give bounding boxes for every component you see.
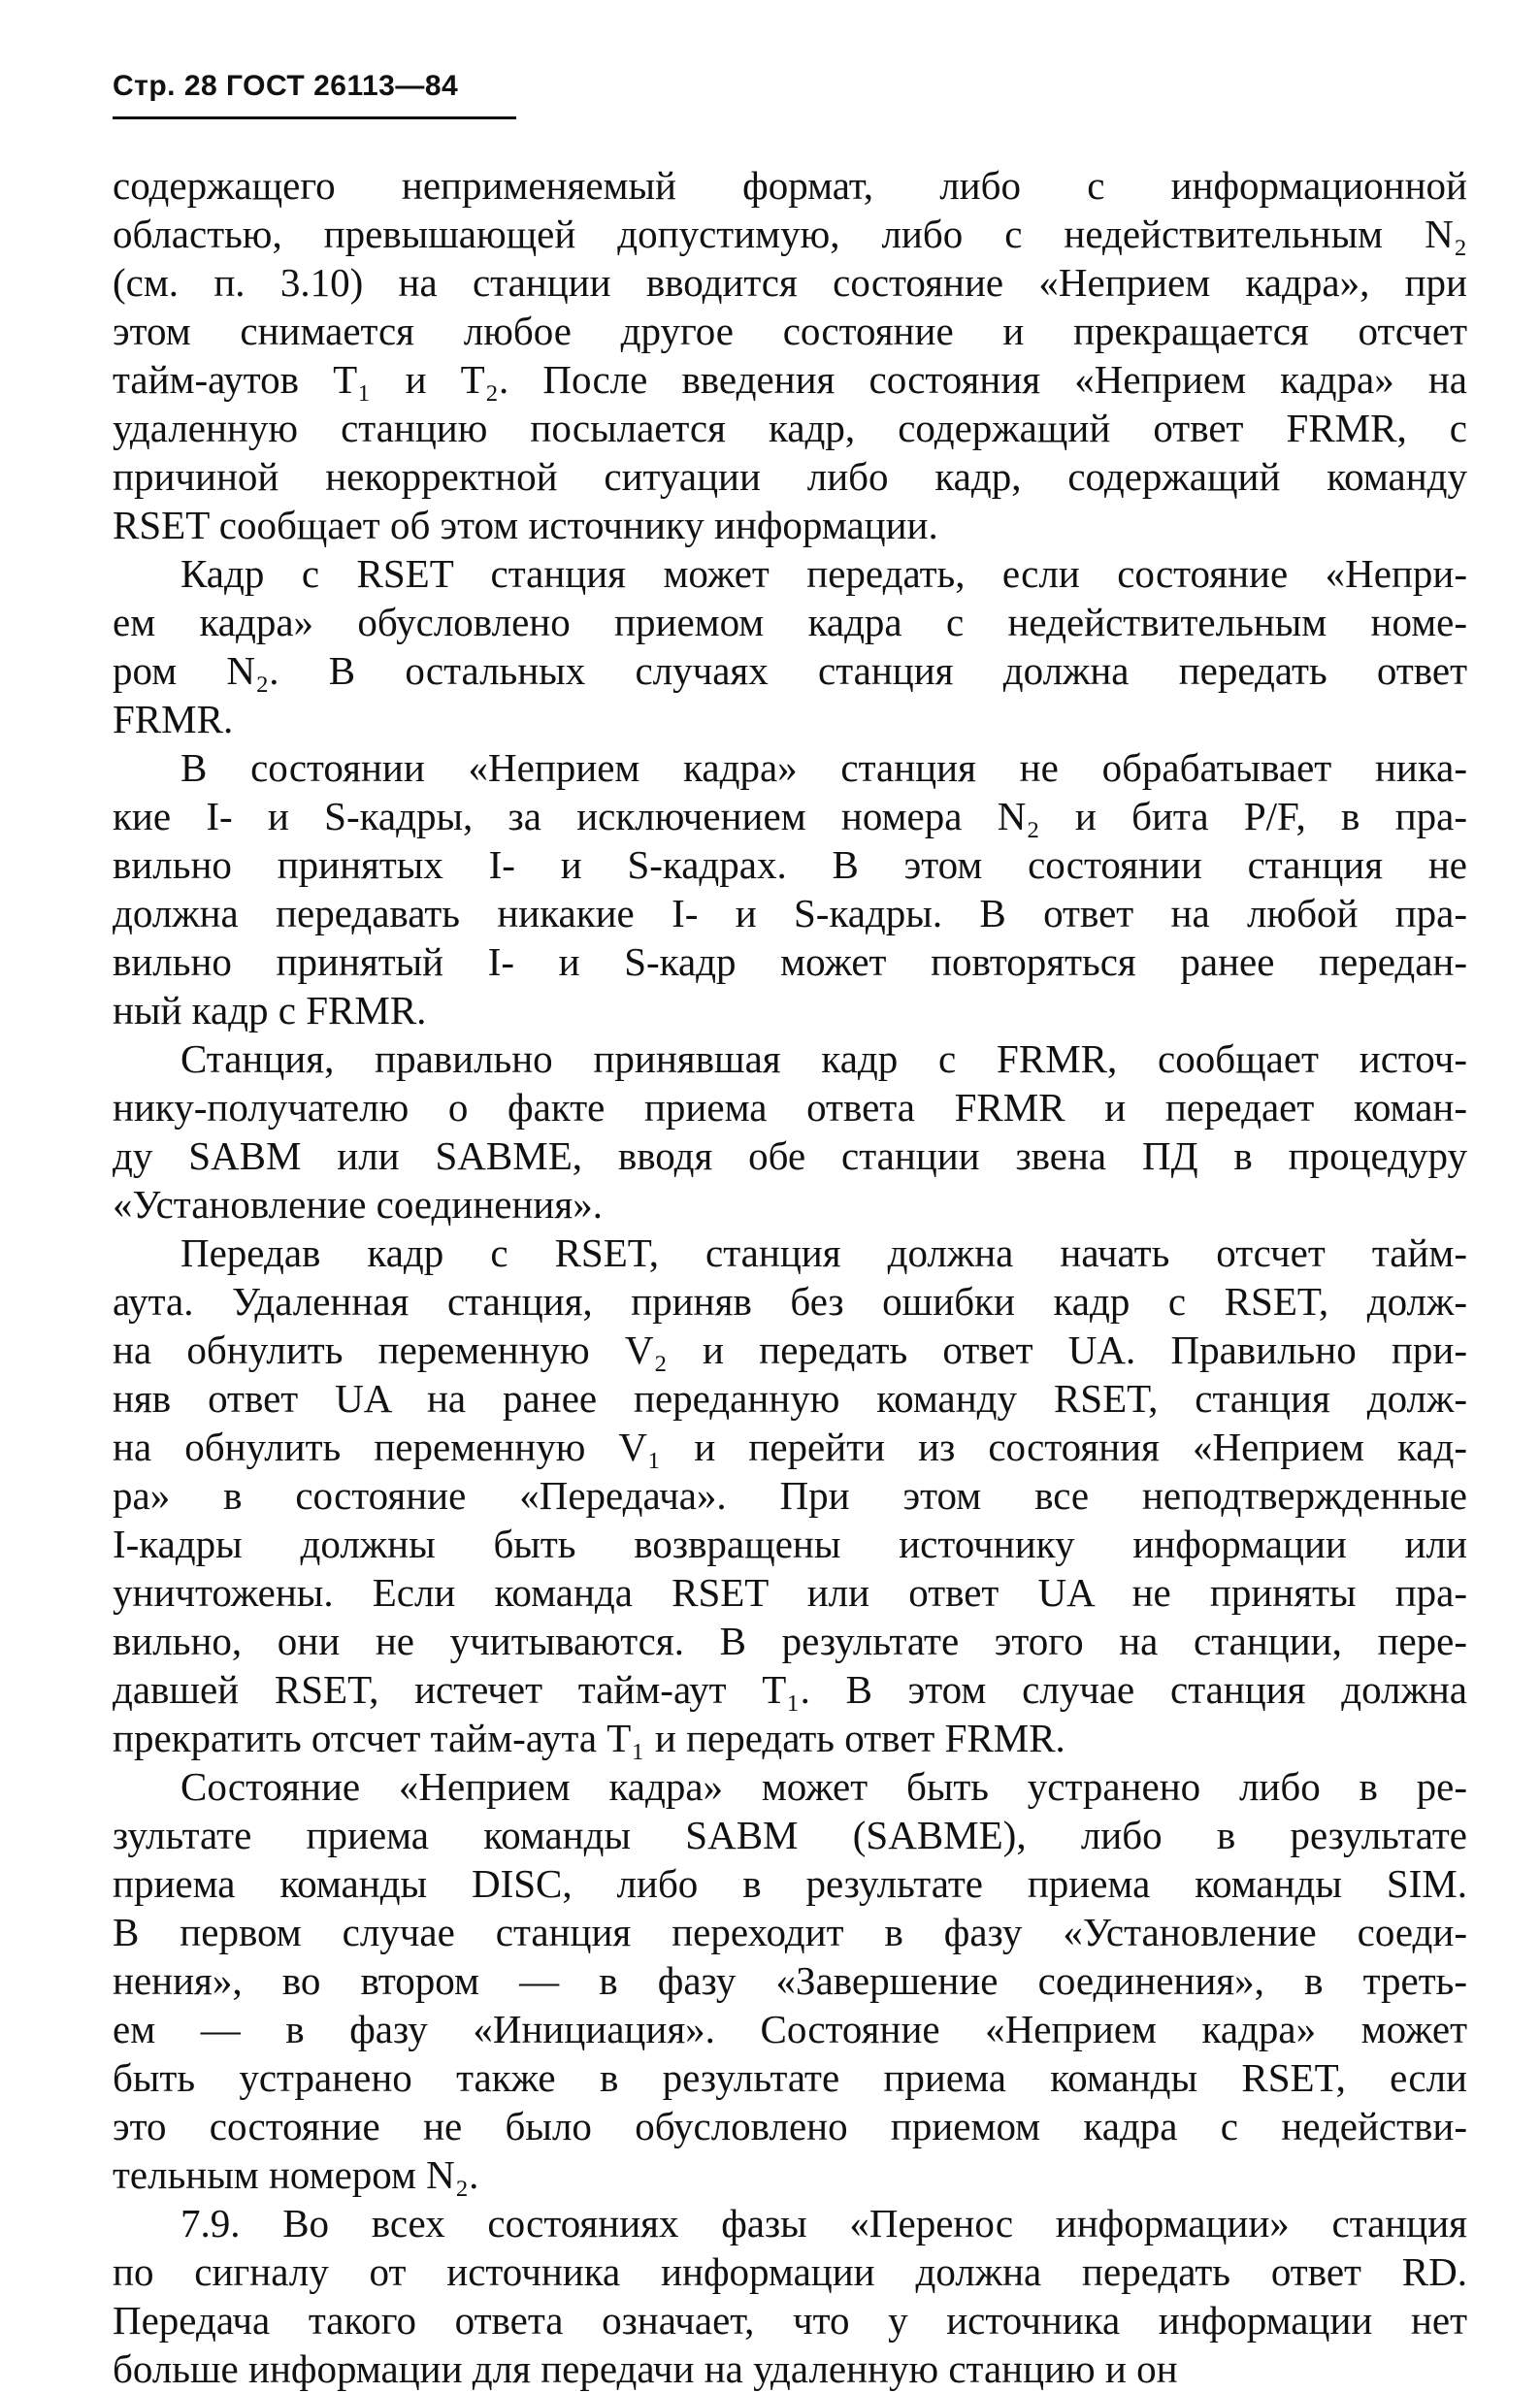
text-line: ром N₂. В остальных случаях станция должна передать ответ bbox=[113, 648, 1467, 693]
paragraph bbox=[113, 1762, 1467, 2199]
text-line: быть устранено также в результате приема команды RSET, если bbox=[113, 2055, 1467, 2100]
text-line: содержащего неприменяемый формат, либо с информационной bbox=[113, 163, 1467, 208]
text-line: этом снимается любое другое состояние и прекращается отсчет bbox=[113, 309, 1467, 353]
text-line: Кадр с RSET станция может передать, если состояние «Непри- bbox=[180, 551, 1467, 596]
text-line: вильно принятый I- и S-кадр может повторяться ранее передан- bbox=[113, 939, 1467, 984]
body-text bbox=[113, 161, 1467, 2393]
text-line: RSET сообщает об этом источнику информации. bbox=[113, 503, 938, 547]
paragraph bbox=[113, 161, 1467, 549]
text-line: аута. Удаленная станция, приняв без ошибки кадр с RSET, долж- bbox=[113, 1279, 1467, 1324]
text-line: областью, превышающей допустимую, либо с недействительным N₂ bbox=[113, 212, 1467, 256]
text-line: кие I- и S-кадры, за исключением номера N₂ и бита P/F, в пра- bbox=[113, 794, 1467, 838]
text-line: Состояние «Неприем кадра» может быть устранено либо в ре- bbox=[180, 1764, 1467, 1809]
text-line: В первом случае станция переходит в фазу «Установление соеди- bbox=[113, 1910, 1467, 1954]
text-line: тайм-аутов T₁ и T₂. После введения состояния «Неприем кадра» на bbox=[113, 357, 1467, 402]
text-line: ный кадр с FRMR. bbox=[113, 988, 427, 1033]
text-line: вильно, они не учитываются. В результате этого на станции, пере- bbox=[113, 1619, 1467, 1663]
text-line: на обнулить переменную V₂ и передать ответ UA. Правильно при- bbox=[113, 1328, 1467, 1372]
text-line: на обнулить переменную V₁ и перейти из состояния «Неприем кад- bbox=[113, 1425, 1467, 1469]
text-line: Передав кадр с RSET, станция должна начать отсчет тайм- bbox=[180, 1230, 1467, 1275]
text-line: Передача такого ответа означает, что у источника информации нет bbox=[113, 2298, 1467, 2343]
paragraph bbox=[113, 743, 1467, 1034]
paragraph bbox=[113, 1229, 1467, 1762]
text-line: давшей RSET, истечет тайм-аут T₁. В этом случае станция должна bbox=[113, 1667, 1467, 1712]
text-line: по сигналу от источника информации должна передать ответ RD. bbox=[113, 2249, 1467, 2294]
text-line: удаленную станцию посылается кадр, содержащий ответ FRMR, с bbox=[113, 406, 1467, 450]
paragraph bbox=[113, 1034, 1467, 1229]
text-line: приема команды DISC, либо в результате приема команды SIM. bbox=[113, 1861, 1467, 1906]
text-line: это состояние не было обусловлено приемом кадра с недействи- bbox=[113, 2104, 1467, 2148]
text-line: FRMR. bbox=[113, 697, 234, 741]
text-line: В состоянии «Неприем кадра» станция не обрабатывает ника- bbox=[180, 745, 1467, 790]
text-line: вильно принятых I- и S-кадрах. В этом состоянии станция не bbox=[113, 842, 1467, 887]
text-line: (см. п. 3.10) на станции вводится состояние «Неприем кадра», при bbox=[113, 260, 1467, 305]
text-line: Станция, правильно принявшая кадр с FRMR, сообщает источ- bbox=[180, 1036, 1467, 1081]
text-line: больше информации для передачи на удаленную станцию и он bbox=[113, 2346, 1178, 2391]
text-line: ем кадра» обусловлено приемом кадра с недействительным номе- bbox=[113, 600, 1467, 644]
text-line: 7.9. Во всех состояниях фазы «Перенос информации» станция bbox=[180, 2201, 1467, 2245]
text-line: должна передавать никакие I- и S-кадры. В ответ на любой пра- bbox=[113, 891, 1467, 935]
text-line: уничтожены. Если команда RSET или ответ UA не приняты пра- bbox=[113, 1570, 1467, 1615]
text-line: ра» в состояние «Передача». При этом все неподтвержденные bbox=[113, 1473, 1467, 1518]
text-line: няв ответ UA на ранее переданную команду RSET, станция долж- bbox=[113, 1376, 1467, 1421]
header-rule bbox=[113, 116, 516, 119]
text-line: нения», во втором — в фазу «Завершение соединения», в треть- bbox=[113, 1958, 1467, 2003]
text-line: I-кадры должны быть возвращены источнику информации или bbox=[113, 1522, 1467, 1566]
text-line: прекратить отсчет тайм-аута T₁ и передать ответ FRMR. bbox=[113, 1716, 1065, 1760]
text-line: причиной некорректной ситуации либо кадр, содержащий команду bbox=[113, 454, 1467, 499]
text-line: ду SABM или SABME, вводя обе станции звена ПД в процедуру bbox=[113, 1133, 1467, 1178]
text-line: зультате приема команды SABM (SABME), либо в результате bbox=[113, 1813, 1467, 1857]
paragraph bbox=[113, 2199, 1467, 2393]
paragraph bbox=[113, 549, 1467, 743]
text-line: нику-получателю о факте приема ответа FRMR и передает коман- bbox=[113, 1085, 1467, 1130]
text-line: ем — в фазу «Инициация». Состояние «Неприем кадра» может bbox=[113, 2007, 1467, 2051]
text-line: «Установление соединения». bbox=[113, 1182, 603, 1227]
running-head: Стр. 28 ГОСТ 26113—84 bbox=[113, 70, 459, 102]
text-line: тельным номером N₂. bbox=[113, 2152, 479, 2197]
